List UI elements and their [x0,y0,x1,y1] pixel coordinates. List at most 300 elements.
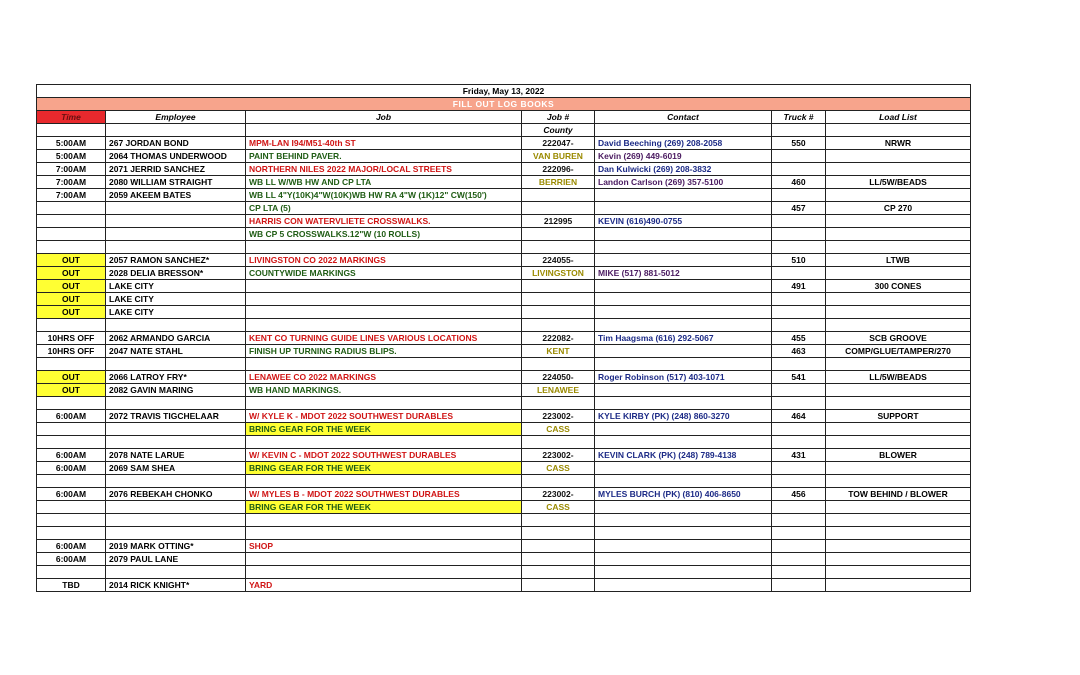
cell-time [37,358,106,371]
cell-load-list [826,306,971,319]
cell-truck [772,514,826,527]
cell-job: BRING GEAR FOR THE WEEK [246,423,522,436]
cell-truck [772,189,826,202]
cell-truck [772,423,826,436]
cell-employee: 2078 NATE LARUE [106,449,246,462]
cell-load-list [826,566,971,579]
cell-employee [106,319,246,332]
cell-contact [595,306,772,319]
cell-truck [772,501,826,514]
table-row [37,436,971,449]
date-row [37,85,971,98]
cell-truck [772,527,826,540]
cell-job [246,293,522,306]
table-row [37,527,971,540]
cell-time [37,566,106,579]
cell-truck [772,150,826,163]
cell-employee: 2069 SAM SHEA [106,462,246,475]
cell-load-list: SUPPORT [826,410,971,423]
cell-load-list [826,527,971,540]
cell-job-number: 224050- [522,371,595,384]
cell-job: W/ KYLE K - MDOT 2022 SOUTHWEST DURABLES [246,410,522,423]
cell-time [37,501,106,514]
cell-load-list [826,358,971,371]
table-row [37,501,971,514]
cell-job: BRING GEAR FOR THE WEEK [246,501,522,514]
subheader-row [37,124,971,137]
cell-employee: 2062 ARMANDO GARCIA [106,332,246,345]
cell-load-list: CP 270 [826,202,971,215]
cell-contact: Dan Kulwicki (269) 208-3832 [595,163,772,176]
header-contact: Contact [595,111,772,124]
cell-job: YARD [246,579,522,592]
table-row [37,371,971,384]
subheader-empty [246,124,522,137]
cell-employee [106,228,246,241]
cell-job-number: 222096- [522,163,595,176]
cell-job-number [522,566,595,579]
table-row [37,254,971,267]
cell-truck: 460 [772,176,826,189]
cell-job-number: CASS [522,462,595,475]
cell-time: TBD [37,579,106,592]
cell-employee [106,241,246,254]
cell-job: NORTHERN NILES 2022 MAJOR/LOCAL STREETS [246,163,522,176]
cell-time [37,215,106,228]
cell-job: COUNTYWIDE MARKINGS [246,267,522,280]
cell-employee: 2019 MARK OTTING* [106,540,246,553]
cell-employee [106,475,246,488]
cell-job-number [522,579,595,592]
cell-time [37,514,106,527]
cell-employee: LAKE CITY [106,293,246,306]
cell-truck [772,397,826,410]
cell-employee: 2014 RICK KNIGHT* [106,579,246,592]
cell-employee: 2059 AKEEM BATES [106,189,246,202]
cell-employee: 2047 NATE STAHL [106,345,246,358]
cell-time: OUT [37,293,106,306]
cell-load-list [826,241,971,254]
table-row [37,319,971,332]
cell-time: OUT [37,371,106,384]
cell-contact: Tim Haagsma (616) 292-5067 [595,332,772,345]
cell-contact: Roger Robinson (517) 403-1071 [595,371,772,384]
cell-contact [595,579,772,592]
cell-job [246,358,522,371]
table-row [37,410,971,423]
cell-time: 5:00AM [37,137,106,150]
table-row [37,137,971,150]
cell-job [246,436,522,449]
cell-job-number: VAN BUREN [522,150,595,163]
cell-job: FINISH UP TURNING RADIUS BLIPS. [246,345,522,358]
cell-contact [595,319,772,332]
cell-truck: 541 [772,371,826,384]
cell-contact: Landon Carlson (269) 357-5100 [595,176,772,189]
table-row [37,358,971,371]
cell-truck [772,163,826,176]
cell-job: KENT CO TURNING GUIDE LINES VARIOUS LOCATIONS [246,332,522,345]
cell-contact [595,280,772,293]
cell-job [246,514,522,527]
schedule-table [36,84,971,592]
table-row [37,540,971,553]
cell-truck [772,462,826,475]
cell-time: 7:00AM [37,176,106,189]
cell-load-list: LTWB [826,254,971,267]
cell-contact [595,514,772,527]
cell-load-list [826,189,971,202]
cell-employee [106,358,246,371]
table-row [37,241,971,254]
cell-truck: 463 [772,345,826,358]
subheader-empty [106,124,246,137]
cell-contact: MIKE (517) 881-5012 [595,267,772,280]
cell-job-number: 212995 [522,215,595,228]
table-row [37,579,971,592]
cell-load-list [826,540,971,553]
cell-job: CP LTA (5) [246,202,522,215]
table-row [37,202,971,215]
cell-job [246,319,522,332]
cell-employee [106,527,246,540]
cell-employee [106,397,246,410]
cell-employee: 2079 PAUL LANE [106,553,246,566]
cell-contact: MYLES BURCH (PK) (810) 406-8650 [595,488,772,501]
cell-job: SHOP [246,540,522,553]
cell-time [37,475,106,488]
cell-load-list [826,319,971,332]
cell-employee [106,215,246,228]
table-row [37,553,971,566]
cell-load-list [826,436,971,449]
cell-truck [772,293,826,306]
cell-job: LIVINGSTON CO 2022 MARKINGS [246,254,522,267]
cell-job-number [522,527,595,540]
subheader-empty [826,124,971,137]
cell-job-number: 222047- [522,137,595,150]
cell-contact [595,254,772,267]
cell-time [37,228,106,241]
cell-load-list [826,384,971,397]
cell-contact [595,397,772,410]
cell-job-number: CASS [522,501,595,514]
cell-job: W/ MYLES B - MDOT 2022 SOUTHWEST DURABLES [246,488,522,501]
cell-truck [772,228,826,241]
cell-contact: David Beeching (269) 208-2058 [595,137,772,150]
cell-employee: 2071 JERRID SANCHEZ [106,163,246,176]
cell-employee: 267 JORDAN BOND [106,137,246,150]
cell-job-number [522,436,595,449]
cell-time: 6:00AM [37,449,106,462]
cell-job-number [522,475,595,488]
cell-time: OUT [37,306,106,319]
cell-job-number [522,202,595,215]
cell-truck: 491 [772,280,826,293]
cell-time: OUT [37,267,106,280]
cell-job-number [522,358,595,371]
table-row [37,293,971,306]
table-row [37,566,971,579]
cell-job-number: BERRIEN [522,176,595,189]
cell-employee: 2057 RAMON SANCHEZ* [106,254,246,267]
cell-time [37,319,106,332]
cell-truck: 431 [772,449,826,462]
cell-time [37,241,106,254]
table-row [37,475,971,488]
cell-load-list [826,514,971,527]
cell-contact: KYLE KIRBY (PK) (248) 860-3270 [595,410,772,423]
header-row [37,111,971,124]
cell-load-list [826,397,971,410]
cell-job-number [522,306,595,319]
cell-job: WB HAND MARKINGS. [246,384,522,397]
cell-employee [106,514,246,527]
cell-job [246,280,522,293]
cell-job-number: LIVINGSTON [522,267,595,280]
cell-job: LENAWEE CO 2022 MARKINGS [246,371,522,384]
log-books-banner: FILL OUT LOG BOOKS [37,98,971,111]
subheader-empty [595,124,772,137]
cell-load-list [826,475,971,488]
cell-load-list [826,293,971,306]
cell-contact [595,358,772,371]
cell-job: BRING GEAR FOR THE WEEK [246,462,522,475]
cell-time: 5:00AM [37,150,106,163]
cell-job [246,527,522,540]
header-job: Job [246,111,522,124]
table-row [37,163,971,176]
header-time: Time [37,111,106,124]
cell-load-list: LL/5W/BEADS [826,176,971,189]
cell-job: PAINT BEHIND PAVER. [246,150,522,163]
cell-contact: KEVIN CLARK (PK) (248) 789-4138 [595,449,772,462]
table-row [37,332,971,345]
cell-contact: KEVIN (616)490-0755 [595,215,772,228]
cell-job-number [522,189,595,202]
cell-time: 6:00AM [37,553,106,566]
cell-time: 6:00AM [37,462,106,475]
cell-truck: 456 [772,488,826,501]
cell-contact [595,189,772,202]
cell-contact [595,293,772,306]
cell-time [37,527,106,540]
cell-truck [772,475,826,488]
cell-load-list: NRWR [826,137,971,150]
cell-time: 6:00AM [37,540,106,553]
cell-load-list [826,423,971,436]
table-row [37,462,971,475]
cell-employee: 2076 REBEKAH CHONKO [106,488,246,501]
cell-time [37,202,106,215]
cell-load-list [826,163,971,176]
table-row [37,397,971,410]
subheader-empty [772,124,826,137]
cell-contact [595,553,772,566]
cell-time: OUT [37,254,106,267]
cell-job: WB LL W/WB HW AND CP LTA [246,176,522,189]
cell-employee [106,423,246,436]
cell-job [246,553,522,566]
cell-contact [595,566,772,579]
cell-time: 6:00AM [37,488,106,501]
cell-job: WB LL 4"Y(10K)4"W(10K)WB HW RA 4"W (1K)12" CW(150') [246,189,522,202]
cell-contact [595,527,772,540]
cell-time: 10HRS OFF [37,345,106,358]
cell-contact [595,228,772,241]
table-row [37,280,971,293]
cell-load-list [826,462,971,475]
cell-job [246,475,522,488]
cell-contact [595,241,772,254]
header-truck: Truck # [772,111,826,124]
cell-truck [772,358,826,371]
cell-truck [772,579,826,592]
cell-truck [772,306,826,319]
cell-contact [595,423,772,436]
cell-load-list: COMP/GLUE/TAMPER/270 [826,345,971,358]
cell-employee: 2028 DELIA BRESSON* [106,267,246,280]
cell-employee: 2080 WILLIAM STRAIGHT [106,176,246,189]
table-row [37,215,971,228]
header-employee: Employee [106,111,246,124]
cell-truck: 455 [772,332,826,345]
cell-job: W/ KEVIN C - MDOT 2022 SOUTHWEST DURABLES [246,449,522,462]
cell-truck [772,553,826,566]
cell-truck: 550 [772,137,826,150]
cell-time [37,423,106,436]
cell-load-list [826,501,971,514]
cell-load-list: TOW BEHIND / BLOWER [826,488,971,501]
cell-time: 6:00AM [37,410,106,423]
cell-load-list: LL/5W/BEADS [826,371,971,384]
cell-contact [595,384,772,397]
cell-truck: 457 [772,202,826,215]
cell-employee [106,501,246,514]
table-row [37,176,971,189]
cell-employee: LAKE CITY [106,306,246,319]
table-row [37,150,971,163]
cell-truck [772,319,826,332]
cell-job-number: 222082- [522,332,595,345]
cell-load-list [826,150,971,163]
cell-employee: 2082 GAVIN MARING [106,384,246,397]
table-row [37,384,971,397]
cell-load-list [826,553,971,566]
cell-job-number: 223002- [522,410,595,423]
schedule-date: Friday, May 13, 2022 [37,85,971,98]
cell-employee: LAKE CITY [106,280,246,293]
cell-load-list [826,228,971,241]
cell-truck [772,436,826,449]
cell-contact [595,462,772,475]
cell-time: 7:00AM [37,189,106,202]
header-job-number: Job # [522,111,595,124]
cell-job-number [522,540,595,553]
cell-contact [595,202,772,215]
table-row [37,345,971,358]
cell-job-number: LENAWEE [522,384,595,397]
cell-job-number [522,280,595,293]
cell-time: OUT [37,280,106,293]
cell-time: 7:00AM [37,163,106,176]
cell-employee: 2064 THOMAS UNDERWOOD [106,150,246,163]
cell-load-list [826,267,971,280]
cell-contact [595,540,772,553]
cell-job-number: 224055- [522,254,595,267]
cell-truck [772,241,826,254]
cell-job-number: 223002- [522,449,595,462]
cell-job-number [522,553,595,566]
table-row [37,514,971,527]
cell-job [246,241,522,254]
cell-load-list [826,579,971,592]
cell-job-number: KENT [522,345,595,358]
cell-employee: 2066 LATROY FRY* [106,371,246,384]
header-load-list: Load List [826,111,971,124]
cell-job-number [522,397,595,410]
cell-load-list: SCB GROOVE [826,332,971,345]
cell-truck [772,267,826,280]
cell-truck [772,566,826,579]
cell-contact [595,436,772,449]
cell-employee [106,566,246,579]
cell-job-number [522,293,595,306]
cell-job [246,397,522,410]
cell-job-number: CASS [522,423,595,436]
header-county: County [522,124,595,137]
table-row [37,306,971,319]
cell-truck: 464 [772,410,826,423]
cell-job [246,306,522,319]
table-row [37,267,971,280]
cell-job-number [522,241,595,254]
subheader-empty [37,124,106,137]
cell-truck: 510 [772,254,826,267]
table-row [37,189,971,202]
cell-load-list: 300 CONES [826,280,971,293]
cell-time [37,397,106,410]
cell-truck [772,215,826,228]
cell-truck [772,540,826,553]
cell-job: MPM-LAN I94/M51-40th ST [246,137,522,150]
cell-job-number: 223002- [522,488,595,501]
cell-job: HARRIS CON WATERVLIETE CROSSWALKS. [246,215,522,228]
cell-employee [106,436,246,449]
cell-job-number [522,319,595,332]
cell-truck [772,384,826,397]
table-row [37,423,971,436]
table-row [37,488,971,501]
cell-load-list [826,215,971,228]
cell-job-number [522,228,595,241]
cell-job [246,566,522,579]
cell-time: OUT [37,384,106,397]
cell-contact [595,501,772,514]
cell-time [37,436,106,449]
cell-time: 10HRS OFF [37,332,106,345]
cell-contact [595,475,772,488]
cell-job: WB CP 5 CROSSWALKS.12"W (10 ROLLS) [246,228,522,241]
table-row [37,228,971,241]
cell-contact [595,345,772,358]
cell-employee [106,202,246,215]
cell-job-number [522,514,595,527]
cell-contact: Kevin (269) 449-6019 [595,150,772,163]
banner-row [37,98,971,111]
cell-employee: 2072 TRAVIS TIGCHELAAR [106,410,246,423]
cell-load-list: BLOWER [826,449,971,462]
